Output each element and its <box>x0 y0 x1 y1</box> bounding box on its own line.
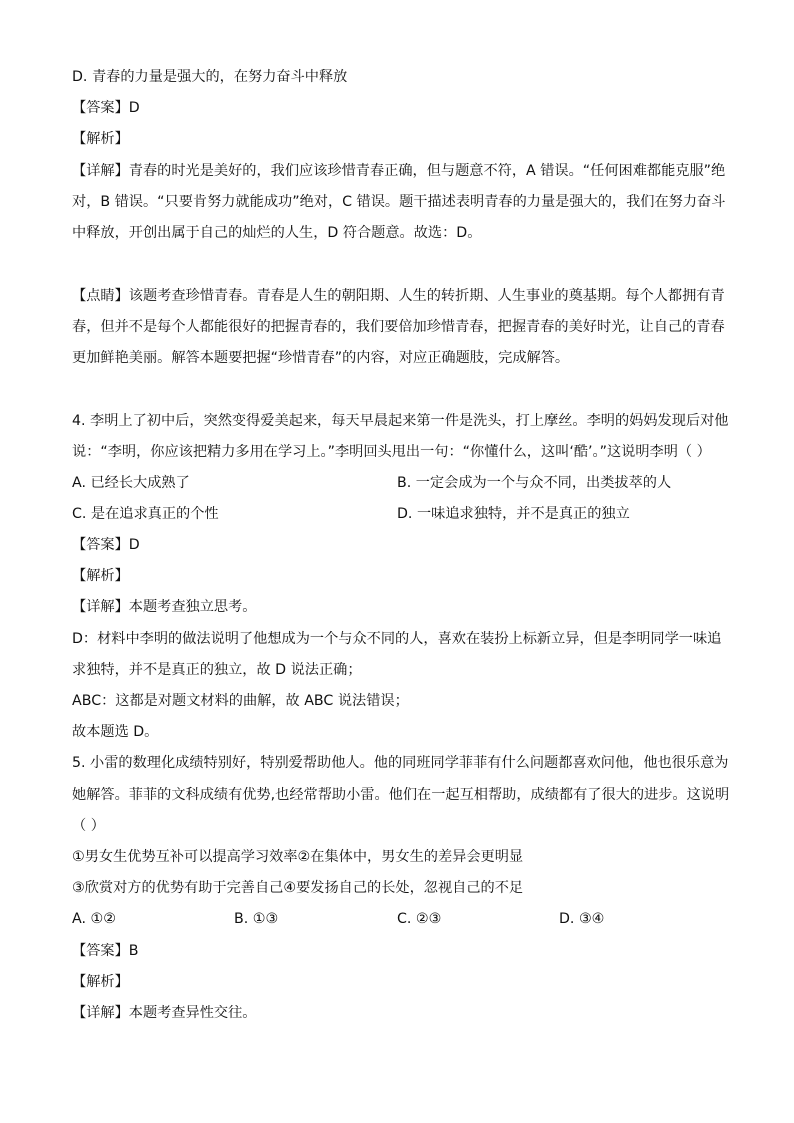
q4-detail-line-4: ABC：这都是对题文材料的曲解，故 ABC 说法错误； <box>72 693 409 709</box>
q5-stem-line-1: 5. 小雷的数理化成绩特别好，特别爱帮助他人。他的同班同学菲菲有什么问题都喜欢问他，他也很乐意为 <box>72 755 729 771</box>
q3-detail-line-1: 【详解】青春的时光是美好的，我们应该珍惜青春正确，但与题意不符，A 错误。“任何困难都能克服”绝 <box>72 163 726 179</box>
q4-detail-line-2: D：材料中李明的做法说明了他想成为一个与众不同的人，喜欢在装扮上标新立异，但是李明同学一味追 <box>72 631 722 647</box>
q5-answer: 【答案】B <box>72 943 139 959</box>
q3-comment-line-2: 春，但并不是每个人都能很好的把握青春的，我们要倍加珍惜青春，把握青春的美好时光，让自己的青春 <box>72 319 725 335</box>
q4-stem-line-2: 说：“李明，你应该把精力多用在学习上。”李明回头甩出一句：“你懂什么，这叫‘酷’。”这说明李明（ ） <box>72 444 711 460</box>
q5-analysis-heading: 【解析】 <box>72 974 129 990</box>
q4-option-d: D. 一味追求独特，并不是真正的独立 <box>397 506 630 522</box>
q4-option-b: B. 一定会成为一个与众不同，出类拔萃的人 <box>397 475 672 491</box>
q5-option-d: D. ③④ <box>559 911 605 927</box>
q3-comment-line-3: 更加鲜艳美丽。解答本题要把握“珍惜青春”的内容，对应正确题肢，完成解答。 <box>72 350 570 366</box>
q3-analysis-heading: 【解析】 <box>72 131 129 147</box>
q5-detail-line-1: 【详解】本题考查异性交往。 <box>72 1005 257 1021</box>
q5-statement-line-2: ③欣赏对方的优势有助于完善自己④要发扬自己的长处，忽视自己的不足 <box>72 880 524 896</box>
q3-detail-line-3: 中释放，开创出属于自己的灿烂的人生，D 符合题意。故选：D。 <box>72 225 482 241</box>
q3-comment-line-1: 【点睛】该题考查珍惜青春。青春是人生的朝阳期、人生的转折期、人生事业的奠基期。每个人都拥有青 <box>72 288 725 304</box>
q4-option-a: A. 已经长大成熟了 <box>72 475 190 491</box>
q4-option-c: C. 是在追求真正的个性 <box>72 506 219 522</box>
q4-analysis-heading: 【解析】 <box>72 568 129 584</box>
q3-option-d: D. 青春的力量是强大的，在努力奋斗中释放 <box>72 69 348 85</box>
q4-detail-line-1: 【详解】本题考查独立思考。 <box>72 599 257 615</box>
q4-answer: 【答案】D <box>72 537 140 553</box>
q4-detail-line-3: 求独特，并不是真正的独立，故 D 说法正确； <box>72 662 362 678</box>
q5-statement-line-1: ①男女生优势互补可以提高学习效率②在集体中，男女生的差异会更明显 <box>72 849 524 865</box>
q5-stem-line-3: （ ） <box>72 818 105 834</box>
q3-detail-line-2: 对，B 错误。“只要肯努力就能成功”绝对，C 错误。题干描述表明青春的力量是强大的，我们在努力奋斗 <box>72 194 726 210</box>
q4-detail-line-5: 故本题选 D。 <box>72 724 159 740</box>
q3-answer: 【答案】D <box>72 100 140 116</box>
q5-option-c: C. ②③ <box>397 911 442 927</box>
q5-option-b: B. ①③ <box>234 911 279 927</box>
q5-stem-line-2: 她解答。菲菲的文科成绩有优势,也经常帮助小雷。他们在一起互相帮助，成绩都有了很大的进步。这说明 <box>72 787 730 803</box>
q5-option-a: A. ①② <box>72 911 116 927</box>
q4-stem-line-1: 4. 李明上了初中后，突然变得爱美起来，每天早晨起来第一件是洗头，打上摩丝。李明的妈妈发现后对他 <box>72 413 729 429</box>
